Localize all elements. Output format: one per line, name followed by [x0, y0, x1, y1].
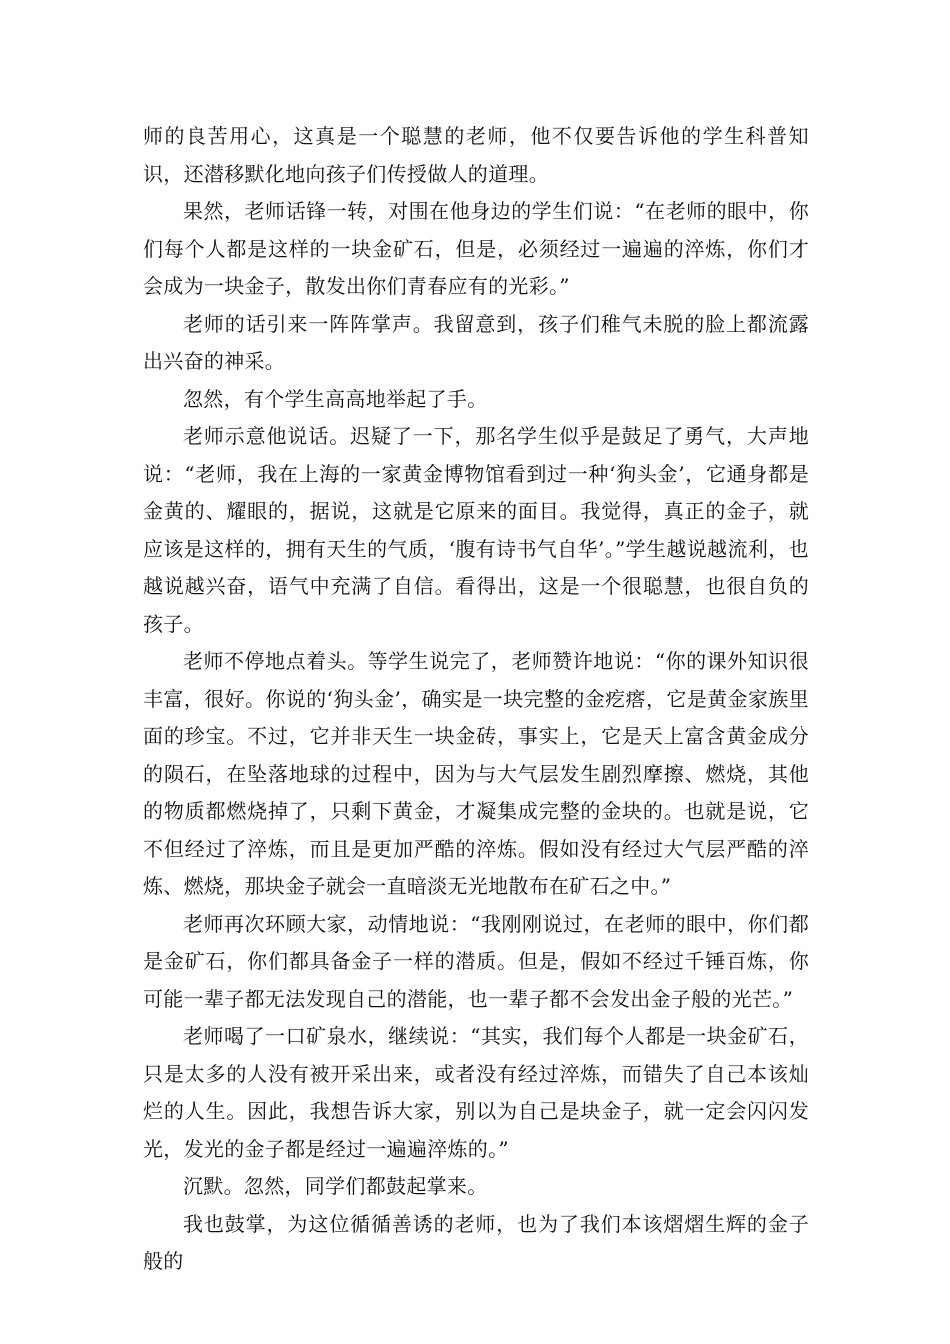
paragraph: 老师不停地点着头。等学生说完了，老师赞许地说：“你的课外知识很丰富，很好。你说的‘狗头金’，确实是一块完整的金疙瘩，它是黄金家族里面的珍宝。不过，它并非天生一块金砖，事实上，它是天上富含黄金成分的陨石，在坠落地球的过程中，因为与大气层发生剧烈摩擦、燃烧，其他的物质都燃烧掉了，只剩下黄金，才凝集成完整的金块的。也就是说，它不但经过了淬炼，而且是更加严酷的淬炼。假如没有经过大气层严酷的淬炼、燃烧，那块金子就会一直暗淡无光地散布在矿石之中。”: [143, 649, 809, 898]
document-body: [143, 118, 809, 1281]
paragraph: 忽然，有个学生高高地举起了手。: [183, 386, 488, 411]
paragraph: 老师的话引来一阵阵掌声。我留意到，孩子们稚气未脱的脸上都流露出兴奋的神采。: [143, 311, 809, 373]
paragraph: 我也鼓掌，为这位循循善诱的老师，也为了我们本该熠熠生辉的金子般的: [143, 1211, 809, 1273]
paragraph: 老师示意他说话。迟疑了一下，那名学生似乎是鼓足了勇气，大声地说：“老师，我在上海的一家黄金博物馆看到过一种‘狗头金’，它通身都是金黄的、耀眼的，据说，这就是它原来的面目。我觉得，真正的金子，就应该是这样的，拥有天生的气质，‘腹有诗书气自华’。”学生越说越流利，也越说越兴奋，语气中充满了自信。看得出，这是一个很聪慧，也很自负的孩子。: [143, 424, 809, 636]
paragraph-continued: 师的良苦用心，这真是一个聪慧的老师，他不仅要告诉他的学生科普知识，还潜移默化地向孩子们传授做人的道理。: [143, 124, 809, 186]
paragraph: 老师喝了一口矿泉水，继续说：“其实，我们每个人都是一块金矿石，只是太多的人没有被开采出来，或者没有经过淬炼，而错失了自己本该灿烂的人生。因此，我想告诉大家，别以为自己是块金子，就一定会闪闪发光，发光的金子都是经过一遍遍淬炼的。”: [143, 1024, 809, 1161]
paragraph: 老师再次环顾大家，动情地说：“我刚刚说过，在老师的眼中，你们都是金矿石，你们都具备金子一样的潜质。但是，假如不经过千锤百炼，你可能一辈子都无法发现自己的潜能，也一辈子都不会发出金子般的光芒。”: [143, 911, 809, 1011]
paragraph: 沉默。忽然，同学们都鼓起掌来。: [183, 1174, 488, 1198]
paragraph: 果然，老师话锋一转，对围在他身边的学生们说：“在老师的眼中，你们每个人都是这样的一块金矿石，但是，必须经过一遍遍的淬炼，你们才会成为一块金子，散发出你们青春应有的光彩。”: [143, 199, 809, 298]
